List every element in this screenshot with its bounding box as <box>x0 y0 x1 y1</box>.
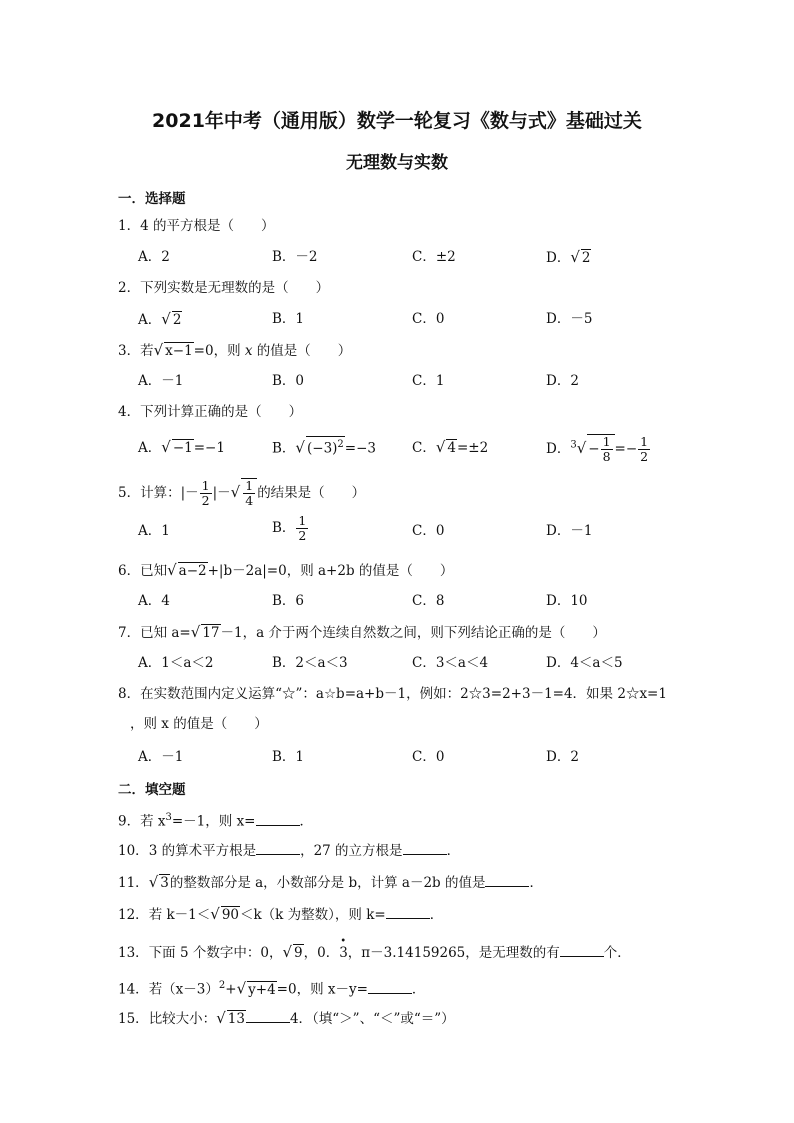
radicand <box>306 436 345 457</box>
option-a <box>138 436 225 459</box>
question-number: 9． <box>118 813 141 830</box>
option-c: C．0 <box>412 523 445 539</box>
text-mid: =0，则 <box>193 343 241 359</box>
sqrt-symbol: √ <box>148 873 159 891</box>
question-7 <box>118 622 606 643</box>
text-end: ． <box>529 875 543 891</box>
question-8-options <box>138 746 698 768</box>
question-number: 15． <box>118 1011 149 1027</box>
text-pre: 若 x <box>140 813 166 830</box>
page-subtitle: 无理数与实数 <box>346 153 448 173</box>
text-pre: 下面 5 个数字中：0， <box>148 945 283 961</box>
numerator: 1 <box>245 478 254 493</box>
question-text: 下列计算正确的是（ ） <box>140 404 303 420</box>
option-d: D．－5 <box>546 311 593 327</box>
option-c: C．0 <box>412 749 445 765</box>
exponent: 2 <box>337 439 344 450</box>
question-number: 10． <box>118 843 149 859</box>
option-label: B． <box>272 520 296 536</box>
question-number: 8． <box>118 686 141 702</box>
answer-blank[interactable] <box>368 979 412 994</box>
text-pre: 已知 a= <box>140 625 191 641</box>
numerator: 1 <box>640 434 649 449</box>
text-pre: 比较大小： <box>148 1011 217 1027</box>
denominator: 2 <box>640 449 649 464</box>
sqrt-symbol: √ <box>570 248 580 266</box>
question-5 <box>118 478 365 508</box>
repeating-digit: • 3 <box>339 943 348 963</box>
numerator: 1 <box>602 434 611 449</box>
radicand: 4 <box>447 440 456 456</box>
fraction <box>200 479 212 508</box>
text-post: =0，则 x－y= <box>276 981 368 998</box>
option-label: A． <box>138 312 162 328</box>
root-index: 3 <box>570 439 577 451</box>
text-end: ． <box>429 907 444 923</box>
option-c: C．3＜a＜4 <box>412 655 489 671</box>
question-11 <box>118 872 543 893</box>
question-6-options <box>138 590 698 612</box>
exponent: 2 <box>218 980 226 991</box>
text-post: 的结果是（ ） <box>257 485 366 501</box>
radicand: y+4 <box>248 981 276 998</box>
question-4 <box>118 402 302 422</box>
text-end: ． <box>411 981 426 998</box>
question-number: 14． <box>118 981 149 998</box>
sqrt-symbol: √ <box>236 979 247 998</box>
option-c <box>412 436 488 459</box>
answer-blank[interactable] <box>403 840 447 855</box>
question-14 <box>118 976 425 1000</box>
option-b <box>272 436 376 460</box>
question-13 <box>118 942 631 963</box>
radicand-text: (−3) <box>306 440 338 457</box>
denominator: 8 <box>602 449 611 464</box>
text-post: －1，a 介于两个连续自然数之间，则下列结论正确的是（ ） <box>220 625 606 641</box>
option-c: C．8 <box>412 593 445 609</box>
text-post: 4．（填“＞”、“＜”或“＝”） <box>289 1011 455 1027</box>
option-label: C． <box>412 440 436 456</box>
option-a <box>138 308 182 331</box>
question-2 <box>118 278 329 298</box>
text-plus: + <box>225 981 237 998</box>
option-a: A．1＜a＜2 <box>138 655 214 671</box>
question-number: 4． <box>118 404 141 420</box>
answer-blank[interactable] <box>246 1008 290 1023</box>
text-mid: ，27 的立方根是 <box>300 843 403 859</box>
text-pre: 已知 <box>140 563 168 579</box>
option-d <box>546 434 651 464</box>
answer-blank[interactable] <box>386 904 430 919</box>
question-number: 1． <box>118 218 141 234</box>
fraction <box>601 435 613 464</box>
variable: x <box>244 343 253 359</box>
option-label: D． <box>546 441 571 457</box>
page-title: 2021年中考（通用版）数学一轮复习《数与式》基础过关 <box>152 110 642 132</box>
question-1-options <box>138 246 698 268</box>
text-mid: ，0． <box>303 945 340 961</box>
text-pre: 3 的算术平方根是 <box>148 843 257 859</box>
text-post: 的值是（ ） <box>256 343 352 359</box>
question-12 <box>118 904 443 925</box>
option-b: B．2＜a＜3 <box>272 655 348 671</box>
answer-blank[interactable] <box>485 872 529 887</box>
denominator: 2 <box>298 528 307 543</box>
sqrt-symbol: √ <box>282 943 293 961</box>
question-4-options <box>138 434 698 468</box>
numerator: 1 <box>298 513 307 528</box>
question-number: 12． <box>118 907 149 923</box>
question-number: 11． <box>118 875 149 891</box>
answer-blank[interactable] <box>560 942 604 957</box>
sqrt-symbol: √ <box>295 438 305 457</box>
option-b: B．1 <box>272 749 305 765</box>
question-3 <box>118 340 351 361</box>
option-b: B．6 <box>272 593 305 609</box>
text-pre: 若 k－1＜ <box>148 907 211 923</box>
question-number: 13． <box>118 945 149 961</box>
text-post: ，π－3.14159265，是无理数的有 <box>347 945 560 961</box>
option-b: B．0 <box>272 373 305 389</box>
fraction <box>296 514 308 543</box>
question-text: 下列实数是无理数的是（ ） <box>140 280 330 296</box>
radicand: 3 <box>160 875 169 891</box>
text-end: ． <box>299 813 313 830</box>
text-pre: 若 <box>140 343 154 359</box>
answer-blank[interactable] <box>256 811 300 826</box>
radicand: x−1 <box>165 343 193 359</box>
exponent: 3 <box>165 812 172 823</box>
option-tail: =−3 <box>344 440 377 457</box>
sqrt-symbol: √ <box>216 1009 226 1027</box>
sqrt-symbol: √ <box>230 483 241 501</box>
text-mid: |－ <box>212 485 231 501</box>
radicand: 2 <box>581 250 591 266</box>
option-b: B．－2 <box>272 249 318 265</box>
radicand: 2 <box>172 312 182 328</box>
option-b: B．1 <box>272 311 305 327</box>
radicand: − $\frac{1}{8}$ <box>587 434 614 464</box>
radicand: −1 <box>172 440 193 456</box>
option-b <box>272 514 309 543</box>
radicand: 13 <box>227 1011 245 1027</box>
radicand <box>241 478 257 508</box>
option-a: A．4 <box>138 593 170 609</box>
sqrt-symbol: √ <box>161 438 171 456</box>
text-end: ． <box>446 843 461 859</box>
question-number: 3． <box>118 343 141 359</box>
question-5-options <box>138 513 698 552</box>
fraction <box>243 479 255 508</box>
question-number: 5． <box>118 485 141 501</box>
radicand: 17 <box>202 625 220 641</box>
option-d: D．2 <box>546 373 579 389</box>
sqrt-symbol: √ <box>435 438 446 456</box>
question-text: 在实数范围内定义运算“☆”：a☆b=a+b－1，例如：2☆3=2+3－1=4．如果 2☆x=1 <box>140 686 667 702</box>
question-2-options <box>138 308 698 330</box>
option-label: B． <box>272 440 296 457</box>
numerator: 1 <box>201 478 210 493</box>
denominator: 2 <box>201 493 210 508</box>
question-1 <box>118 216 274 236</box>
text-end: 个． <box>603 945 631 961</box>
option-d: D．10 <box>546 593 588 609</box>
section-choice-title: 一．选择题 <box>118 191 186 207</box>
question-15 <box>118 1008 455 1029</box>
option-c: C．1 <box>412 373 445 389</box>
option-label: A． <box>138 440 162 456</box>
text-mid: +|b－2a|=0，则 a+2b 的值是（ ） <box>207 563 454 579</box>
question-7-options <box>138 652 698 674</box>
option-label: D． <box>546 250 571 266</box>
option-d: D．2 <box>546 749 579 765</box>
option-a: A．－1 <box>138 749 184 765</box>
question-10 <box>118 840 460 861</box>
text-pre: 计算：|－ <box>140 485 199 501</box>
radicand: 90 <box>221 907 239 923</box>
option-tail: =− <box>614 441 638 457</box>
question-number: 2． <box>118 280 141 296</box>
text-post: ＜k（k 为整数），则 k= <box>240 907 386 923</box>
option-d: D．4＜a＜5 <box>546 655 623 671</box>
radicand: a−2 <box>178 563 207 579</box>
sqrt-symbol: √ <box>190 623 201 641</box>
sqrt-symbol: √ <box>167 561 177 579</box>
option-c: C．±2 <box>412 249 456 265</box>
question-8-continued: ，则 x 的值是（ ） <box>130 716 268 732</box>
question-8 <box>118 684 667 704</box>
sqrt-symbol: √ <box>153 341 164 359</box>
question-9 <box>118 808 313 832</box>
sqrt-symbol: √ <box>576 439 587 457</box>
sqrt-symbol: √ <box>210 905 220 923</box>
option-a: A．2 <box>138 249 170 265</box>
denominator: 4 <box>245 493 254 508</box>
fraction <box>638 435 650 464</box>
radicand: 9 <box>294 945 303 961</box>
question-6 <box>118 560 453 581</box>
section-fill-title: 二．填空题 <box>118 782 186 798</box>
option-tail: =±2 <box>457 440 489 456</box>
sqrt-symbol: √ <box>161 310 171 328</box>
option-d <box>546 246 591 269</box>
option-a: A．1 <box>138 523 170 539</box>
text-post: 的整数部分是 a，小数部分是 b，计算 a－2b 的值是 <box>169 875 486 891</box>
question-number: 7． <box>118 625 141 641</box>
option-tail: =−1 <box>193 440 225 456</box>
option-c: C．0 <box>412 311 445 327</box>
text-pre: 若（x－3） <box>148 981 219 998</box>
question-3-options <box>138 370 698 392</box>
answer-blank[interactable] <box>256 840 300 855</box>
question-text: 4 的平方根是（ ） <box>140 218 275 234</box>
option-a: A．－1 <box>138 373 184 389</box>
text-post: =－1，则 x= <box>171 813 256 830</box>
option-d: D．－1 <box>546 523 593 539</box>
question-number: 6． <box>118 563 141 579</box>
